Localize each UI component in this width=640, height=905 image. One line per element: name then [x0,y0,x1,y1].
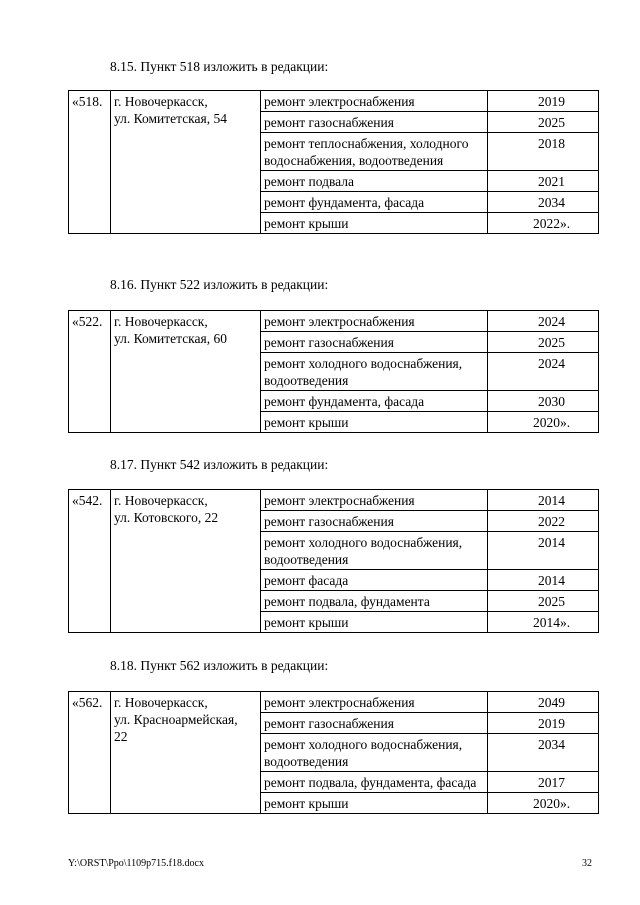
work-year: 2014». [488,612,599,633]
address-cell [111,91,261,234]
table-row [69,692,599,713]
work-type: ремонт холодного водоснабжения, водоотведения [261,734,488,772]
work-year: 2014 [488,532,599,570]
work-type: ремонт крыши [261,612,488,633]
work-type: ремонт теплоснабжения, холодного водоснабжения, водоотведения [261,133,488,171]
work-type: ремонт фасада [261,570,488,591]
work-type: ремонт холодного водоснабжения, водоотведения [261,532,488,570]
section-heading: 8.15. Пункт 518 изложить в редакции: [110,59,329,74]
work-year: 2017 [488,772,599,793]
section-heading: 8.16. Пункт 522 изложить в редакции: [110,277,329,292]
work-year: 2049 [488,692,599,713]
work-type: ремонт газоснабжения [261,332,488,353]
work-year: 2014 [488,490,599,511]
work-type: ремонт электроснабжения [261,490,488,511]
amendment-table [68,90,599,234]
work-year: 2024 [488,311,599,332]
table-row [69,311,599,332]
address-cell [111,311,261,433]
work-year: 2022 [488,511,599,532]
item-number: «518. [69,91,111,234]
section-heading: 8.18. Пункт 562 изложить в редакции: [110,658,329,673]
work-type: ремонт электроснабжения [261,91,488,112]
work-type: ремонт фундамента, фасада [261,192,488,213]
address-cell [111,490,261,633]
work-type: ремонт газоснабжения [261,112,488,133]
address-line: г. Новочеркасск, [114,695,208,710]
amendment-table [68,691,599,814]
work-type: ремонт подвала [261,171,488,192]
work-year: 2021 [488,171,599,192]
work-year: 2024 [488,353,599,391]
address-line: ул. Красноармейская, [114,712,238,727]
work-type: ремонт газоснабжения [261,511,488,532]
address-line: г. Новочеркасск, [114,94,208,109]
page-number: 32 [582,858,592,869]
work-type: ремонт крыши [261,793,488,814]
work-year: 2025 [488,112,599,133]
amendment-table [68,310,599,433]
item-number: «522. [69,311,111,433]
work-year: 2034 [488,192,599,213]
address-cell [111,692,261,814]
work-year: 2019 [488,713,599,734]
item-number: «562. [69,692,111,814]
work-year: 2020». [488,793,599,814]
footer-file-path: Y:\ORST\Ppo\1109p715.f18.docx [68,858,204,869]
amendment-table [68,489,599,633]
address-line: г. Новочеркасск, [114,493,208,508]
address-line: ул. Комитетская, 60 [114,331,227,346]
work-year: 2030 [488,391,599,412]
address-line: г. Новочеркасск, [114,314,208,329]
work-year: 2025 [488,332,599,353]
work-year: 2014 [488,570,599,591]
work-year: 2025 [488,591,599,612]
work-year: 2020». [488,412,599,433]
work-type: ремонт холодного водоснабжения, водоотведения [261,353,488,391]
work-type: ремонт фундамента, фасада [261,391,488,412]
work-type: ремонт подвала, фундамента [261,591,488,612]
work-type: ремонт электроснабжения [261,311,488,332]
work-year: 2022». [488,213,599,234]
address-line: ул. Комитетская, 54 [114,111,227,126]
item-number: «542. [69,490,111,633]
address-line: ул. Котовского, 22 [114,510,219,525]
work-type: ремонт крыши [261,412,488,433]
table-row [69,91,599,112]
work-type: ремонт электроснабжения [261,692,488,713]
work-type: ремонт крыши [261,213,488,234]
section-heading: 8.17. Пункт 542 изложить в редакции: [110,457,329,472]
work-year: 2019 [488,91,599,112]
work-year: 2034 [488,734,599,772]
work-type: ремонт газоснабжения [261,713,488,734]
work-year: 2018 [488,133,599,171]
table-row [69,490,599,511]
address-line: 22 [114,729,128,744]
work-type: ремонт подвала, фундамента, фасада [261,772,488,793]
